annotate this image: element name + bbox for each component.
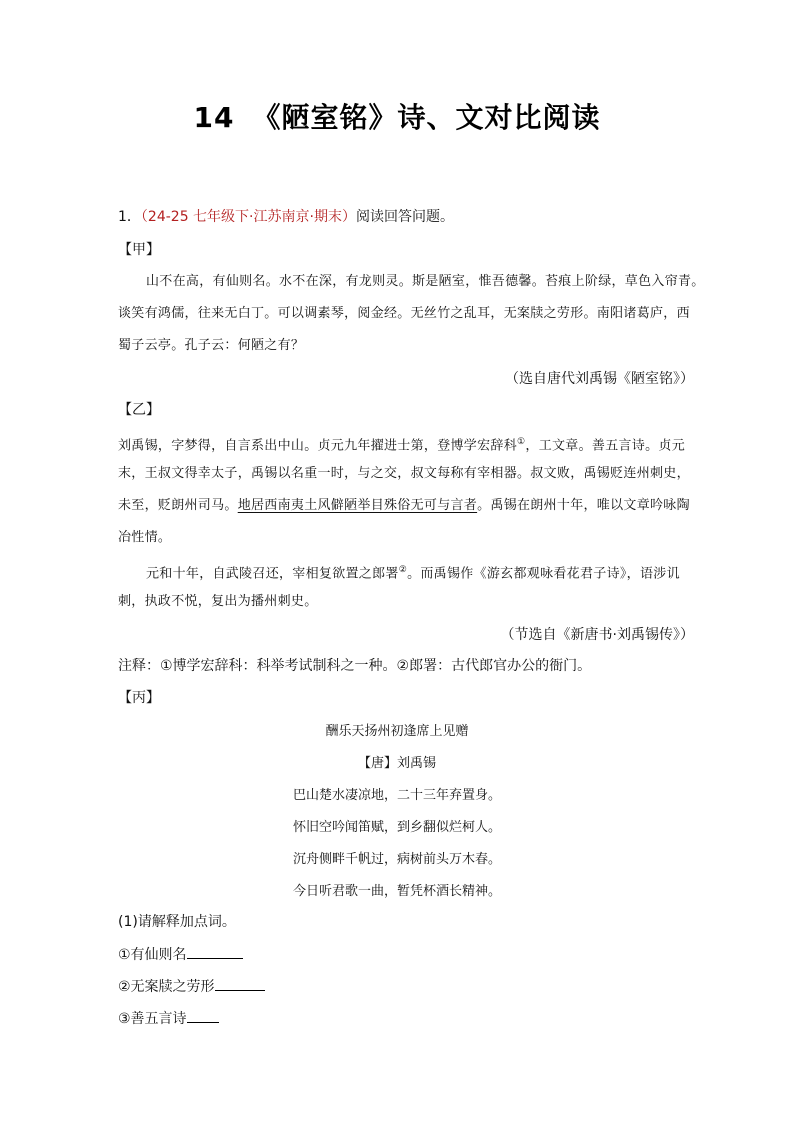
subquestion-item-3 (118, 1008, 219, 1029)
subquestion-item-2 (118, 976, 265, 997)
yi-line-4: 冶性情。 (118, 530, 172, 545)
note-marker-2: ② (398, 565, 408, 575)
jia-line-3: 蜀子云亭。孔子云：何陋之有？ (118, 338, 305, 353)
yi-line-1-text: 刘禹锡，字梦得，自言系出中山。贞元九年擢进士第，登博学宏辞科 (118, 438, 518, 454)
yi-line-1 (118, 432, 685, 456)
answer-blank-1[interactable] (187, 944, 243, 959)
poem-line-4: 今日听君歌一曲，暂凭杯酒长精神。 (292, 884, 501, 899)
page-title (0, 96, 794, 136)
yi-line-3 (118, 496, 690, 516)
section-bing-label: 【丙】 (118, 690, 160, 706)
yi-source: （节选自《新唐书·刘禹锡传》） (500, 627, 694, 643)
question-number: 1． (118, 209, 141, 225)
subquestion-item-2-text: ②无案牍之劳形 (118, 979, 215, 995)
jia-line-2: 谈笑有鸿儒，往来无白丁。可以调素琴，阅金经。无丝竹之乱耳，无案牍之劳形。南阳诸葛庐，西 (118, 306, 690, 321)
question-source: （24-25 七年级下·江苏南京·期末） (140, 209, 356, 225)
subquestion-item-1 (118, 944, 243, 965)
yi-line-2: 末，王叔文得幸太子，禹锡以名重一时，与之交，叔文每称有宰相器。叔文败，禹锡贬连州刺史， (118, 466, 690, 481)
yi-line-6: 刺，执政不悦，复出为播州刺史。 (118, 594, 318, 609)
yi-line-1-end: ，工文章。善五言诗。贞元 (525, 438, 685, 454)
note-marker-1: ① (517, 437, 526, 447)
title-text: 《陋室铭》诗、文对比阅读 (252, 101, 601, 134)
annotation-notes: 注释：①博学宏辞科：科举考试制科之一种。②郎署：古代郎官办公的衙门。 (118, 658, 592, 674)
answer-blank-2[interactable] (215, 976, 265, 991)
yi-line-3-start: 未至，贬朗州司马。 (118, 498, 238, 513)
underlined-sentence: 地居西南夷土风僻陋举目殊俗无可与言者 (237, 498, 478, 513)
subquestion-item-3-text: ③善五言诗 (118, 1011, 187, 1027)
poem-line-3: 沉舟侧畔千帆过，病树前头万木春。 (292, 852, 501, 867)
section-yi-label: 【乙】 (118, 402, 160, 418)
yi-line-5 (146, 560, 680, 584)
question-header (118, 207, 454, 227)
subquestion-prompt: (1)请解释加点词。 (118, 914, 236, 930)
poem-author: 【唐】刘禹锡 (357, 756, 436, 771)
yi-line-5-end: 。而禹锡作《游玄都观咏看花君子诗》，语涉讥 (407, 566, 680, 582)
subquestion-item-1-text: ①有仙则名 (118, 947, 187, 963)
jia-source: （选自唐代刘禹锡《陋室铭》） (505, 371, 694, 387)
answer-blank-3[interactable] (187, 1008, 219, 1023)
yi-line-3-end: 。禹锡在朗州十年，唯以文章吟咏陶 (477, 498, 690, 513)
title-number: 14 (193, 101, 235, 134)
yi-line-5-text: 元和十年，自武陵召还，宰相复欲置之郎署 (146, 566, 399, 582)
poem-line-1: 巴山楚水凄凉地，二十三年弃置身。 (292, 788, 501, 803)
poem-title: 酬乐天扬州初逢席上见赠 (325, 724, 469, 739)
question-prompt: 阅读回答问题。 (355, 209, 454, 225)
jia-line-1: 山不在高，有仙则名。水不在深，有龙则灵。斯是陋室，惟吾德馨。苔痕上阶绿，草色入帘青。 (146, 274, 705, 289)
section-jia-label: 【甲】 (118, 242, 160, 258)
poem-line-2: 怀旧空吟闻笛赋，到乡翻似烂柯人。 (292, 820, 501, 835)
